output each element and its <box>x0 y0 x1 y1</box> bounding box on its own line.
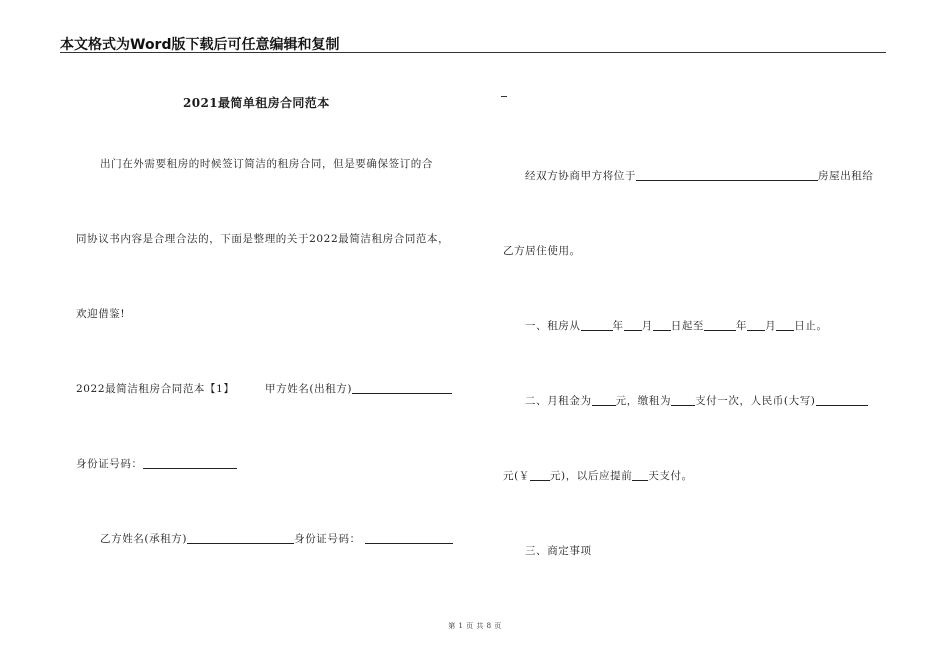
section-heading: 2022最简洁租房合同范本【1】 <box>76 383 235 395</box>
intro-line-1: 出门在外需要租房的时候签订简洁的租房合同，但是要确保签订的合 <box>100 158 433 170</box>
clause-2-cont-b: 元)，以后应提前 <box>549 470 633 482</box>
clause-1-text-c: 月 <box>641 320 653 332</box>
id-label-1: 身份证号码： <box>76 458 143 470</box>
clause-1-text-d: 日起至 <box>670 320 705 332</box>
clause-2-cont-c: 天支付。 <box>648 470 693 482</box>
id-label-2: 身份证号码： <box>294 533 361 545</box>
clause-2-cont <box>503 468 693 483</box>
blank-amount-num <box>530 469 550 481</box>
clause-1-text-g: 日止。 <box>794 320 828 332</box>
party-a-field <box>265 381 452 396</box>
clause-1 <box>525 318 828 333</box>
id-blank-1 <box>143 457 237 469</box>
page-footer: 第 1 页 共 8 页 <box>448 622 502 630</box>
clause-3: 三、商定事项 <box>525 545 592 557</box>
party-b-label: 乙方姓名(承租方) <box>100 533 188 545</box>
clause-2-text-a: 二、月租金为 <box>525 395 592 407</box>
blank-end-month <box>747 319 765 331</box>
party-a-label: 甲方姓名(出租方) <box>265 383 353 395</box>
header-divider <box>60 52 886 53</box>
party-b-blank <box>187 532 294 544</box>
clause-1-text-a: 一、租房从 <box>525 320 581 332</box>
blank-amount-words <box>816 394 868 406</box>
clause-1-text-e: 年 <box>736 320 748 332</box>
clause-2-cont-a: 元(￥ <box>503 470 530 482</box>
clause-1-text-b: 年 <box>612 320 624 332</box>
blank-end-day <box>776 319 794 331</box>
document-title: 2021最简单租房合同范本 <box>183 96 330 110</box>
id-blank-2 <box>365 532 453 544</box>
clause-intro-suffix: 房屋出租给 <box>818 170 874 182</box>
clause-intro-line <box>525 168 874 183</box>
blank-rent <box>592 394 616 406</box>
clause-2-text-b: 元，缴租为 <box>615 395 672 407</box>
page-header <box>60 34 886 52</box>
clause-2 <box>525 393 868 408</box>
blank-end-year <box>704 319 736 331</box>
party-a-blank <box>352 382 452 394</box>
blank-start-month <box>624 319 642 331</box>
blank-days <box>632 469 648 481</box>
id-field-1 <box>76 456 237 471</box>
address-blank <box>636 169 818 181</box>
column-mark <box>501 96 507 97</box>
clause-intro-prefix: 经双方协商甲方将位于 <box>525 170 636 182</box>
clause-1-text-f: 月 <box>765 320 777 332</box>
blank-period <box>671 394 695 406</box>
clause-2-text-c: 支付一次，人民币(大写) <box>695 395 816 407</box>
header-banner: 本文格式为Word版下载后可任意编辑和复制 <box>60 37 340 53</box>
intro-line-3: 欢迎借鉴! <box>76 308 126 320</box>
clause-intro-line-2: 乙方居住使用。 <box>503 245 581 257</box>
blank-start-day <box>653 319 671 331</box>
party-b-field <box>100 531 453 546</box>
blank-start-year <box>581 319 613 331</box>
intro-line-2: 同协议书内容是合理合法的，下面是整理的关于2022最简洁租房合同范本， <box>76 233 450 245</box>
